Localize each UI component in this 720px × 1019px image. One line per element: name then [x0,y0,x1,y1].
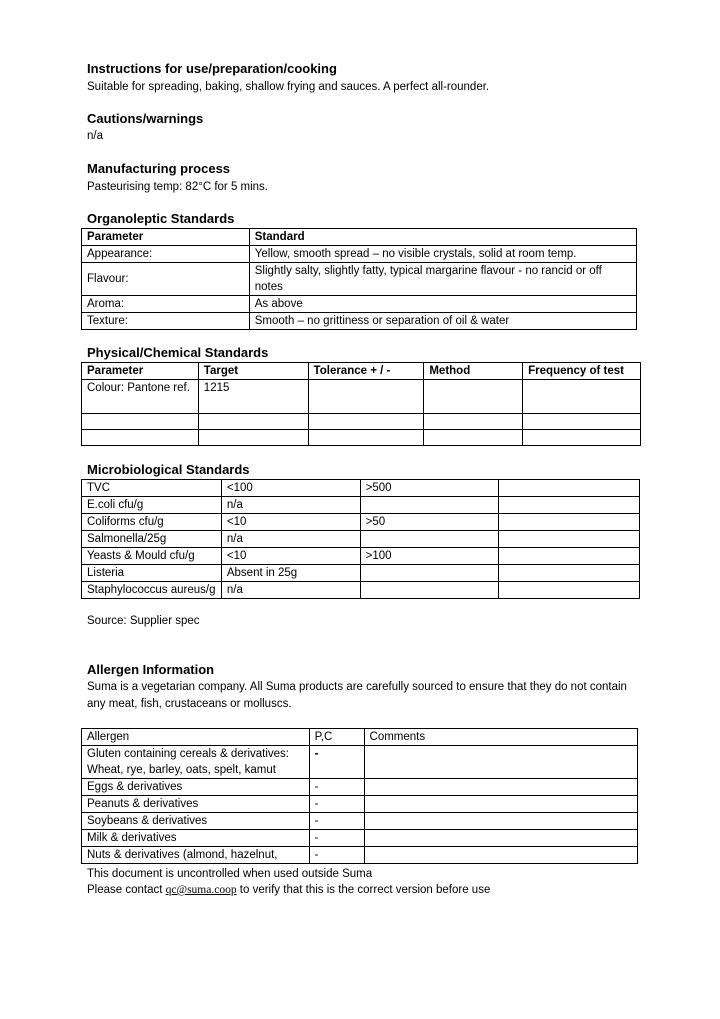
micro-cell: Listeria [82,565,222,582]
physical-cell [523,430,641,446]
table-row [82,263,637,296]
allergen-cell: - [309,779,364,796]
physical-cell [308,414,424,430]
allergen-cell: Soybeans & derivatives [82,813,310,830]
organoleptic-header-cell: Standard [249,229,636,246]
organoleptic-header-row [82,229,637,246]
instructions-text: Suitable for spreading, baking, shallow frying and sauces. A perfect all-rounder. [87,81,490,93]
organoleptic-cell: Slightly salty, slightly fatty, typical margarine flavour - no rancid or off notes [249,263,636,296]
micro-cell: n/a [221,582,360,599]
physical-cell [424,414,523,430]
allergen-cell [364,796,637,813]
micro-cell [360,582,499,599]
micro-cell: >100 [360,548,499,565]
table-row [82,430,641,446]
allergen-header-cell: P,C [309,729,364,746]
micro-cell [499,531,640,548]
cautions-title: Cautions/warnings [87,111,204,126]
allergen-cell: Eggs & derivatives [82,779,310,796]
organoleptic-header-cell: Parameter [82,229,250,246]
physical-title: Physical/Chemical Standards [87,345,269,360]
organoleptic-table [81,228,637,330]
micro-table [81,479,640,599]
micro-cell: Absent in 25g [221,565,360,582]
organoleptic-cell: Texture: [82,313,250,330]
micro-cell: n/a [221,531,360,548]
physical-header-cell: Parameter [82,363,199,380]
allergen-cell: - [309,796,364,813]
table-row [82,548,640,565]
physical-cell [82,414,199,430]
micro-cell [499,497,640,514]
micro-cell: n/a [221,497,360,514]
physical-table [81,362,641,446]
physical-cell [424,430,523,446]
physical-header-cell: Target [198,363,308,380]
allergen-cell [364,847,637,864]
email-link[interactable]: qc@suma.coop [165,884,237,896]
table-row [82,380,641,414]
allergen-header-row [82,729,638,746]
organoleptic-cell: Aroma: [82,296,250,313]
physical-cell [308,380,424,414]
footer-line2 [87,882,490,899]
micro-cell: <10 [221,514,360,531]
table-row [82,847,638,864]
manufacturing-title: Manufacturing process [87,161,231,176]
manufacturing-text: Pasteurising temp: 82°C for 5 mins. [87,181,269,193]
allergen-cell: - [309,847,364,864]
micro-cell [499,582,640,599]
allergen-cell: - [309,830,364,847]
physical-cell [523,380,641,414]
micro-cell: Yeasts & Mould cfu/g [82,548,222,565]
allergen-cell [364,779,637,796]
table-row [82,480,640,497]
micro-cell: >500 [360,480,499,497]
organoleptic-cell: Appearance: [82,246,250,263]
micro-cell: TVC [82,480,222,497]
table-row [82,313,637,330]
micro-cell [360,565,499,582]
micro-cell: E.coli cfu/g [82,497,222,514]
cautions-text: n/a [87,130,103,142]
allergen-header-cell: Comments [364,729,637,746]
table-row [82,565,640,582]
micro-cell: <10 [221,548,360,565]
allergen-cell [364,746,637,779]
table-row [82,746,638,779]
micro-cell: Salmonella/25g [82,531,222,548]
table-row [82,779,638,796]
table-row [82,414,641,430]
organoleptic-title: Organoleptic Standards [87,211,235,226]
physical-header-cell: Method [424,363,523,380]
table-row [82,246,637,263]
micro-cell [499,514,640,531]
allergen-cell: Gluten containing cereals & derivatives: Wheat, rye, barley, oats, spelt, kamut [82,746,310,779]
instructions-title: Instructions for use/preparation/cooking [87,61,337,76]
allergen-title: Allergen Information [87,662,215,677]
micro-title: Microbiological Standards [87,462,250,477]
micro-cell [360,497,499,514]
allergen-cell: - [309,746,364,779]
table-row [82,497,640,514]
table-row [82,296,637,313]
allergen-cell [364,813,637,830]
physical-cell [82,430,199,446]
micro-cell: Staphylococcus aureus/g [82,582,222,599]
physical-cell [424,380,523,414]
micro-cell: <100 [221,480,360,497]
physical-header-row [82,363,641,380]
micro-cell: >50 [360,514,499,531]
allergen-cell: Milk & derivatives [82,830,310,847]
allergen-text: Suma is a vegetarian company. All Suma products are carefully sourced to ensure that they do not contain any meat, fish, crustaceans or molluscs. [87,681,627,710]
physical-cell [198,414,308,430]
physical-cell [308,430,424,446]
physical-header-cell: Tolerance + / - [308,363,424,380]
organoleptic-cell: Smooth – no grittiness or separation of oil & water [249,313,636,330]
allergen-cell: Nuts & derivatives (almond, hazelnut, [82,847,310,864]
table-row [82,796,638,813]
physical-cell [523,414,641,430]
physical-cell: Colour: Pantone ref. [82,380,199,414]
table-row [82,531,640,548]
footer-line1: This document is uncontrolled when used outside Suma [87,868,373,880]
allergen-table [81,728,638,864]
micro-cell [499,480,640,497]
organoleptic-cell: Flavour: [82,263,250,296]
organoleptic-cell: As above [249,296,636,313]
micro-cell: Coliforms cfu/g [82,514,222,531]
allergen-cell: Peanuts & derivatives [82,796,310,813]
footer-line2-suffix: to verify that this is the correct version before use [236,884,491,896]
physical-header-cell: Frequency of test [523,363,641,380]
table-row [82,514,640,531]
physical-cell [198,430,308,446]
micro-cell [499,565,640,582]
physical-cell: 1215 [198,380,308,414]
footer-line2-prefix: Please contact [87,884,166,896]
micro-source: Source: Supplier spec [87,615,200,627]
micro-cell [499,548,640,565]
allergen-cell: - [309,813,364,830]
allergen-cell [364,830,637,847]
table-row [82,813,638,830]
allergen-header-cell: Allergen [82,729,310,746]
table-row [82,830,638,847]
table-row [82,582,640,599]
organoleptic-cell: Yellow, smooth spread – no visible crystals, solid at room temp. [249,246,636,263]
micro-cell [360,531,499,548]
